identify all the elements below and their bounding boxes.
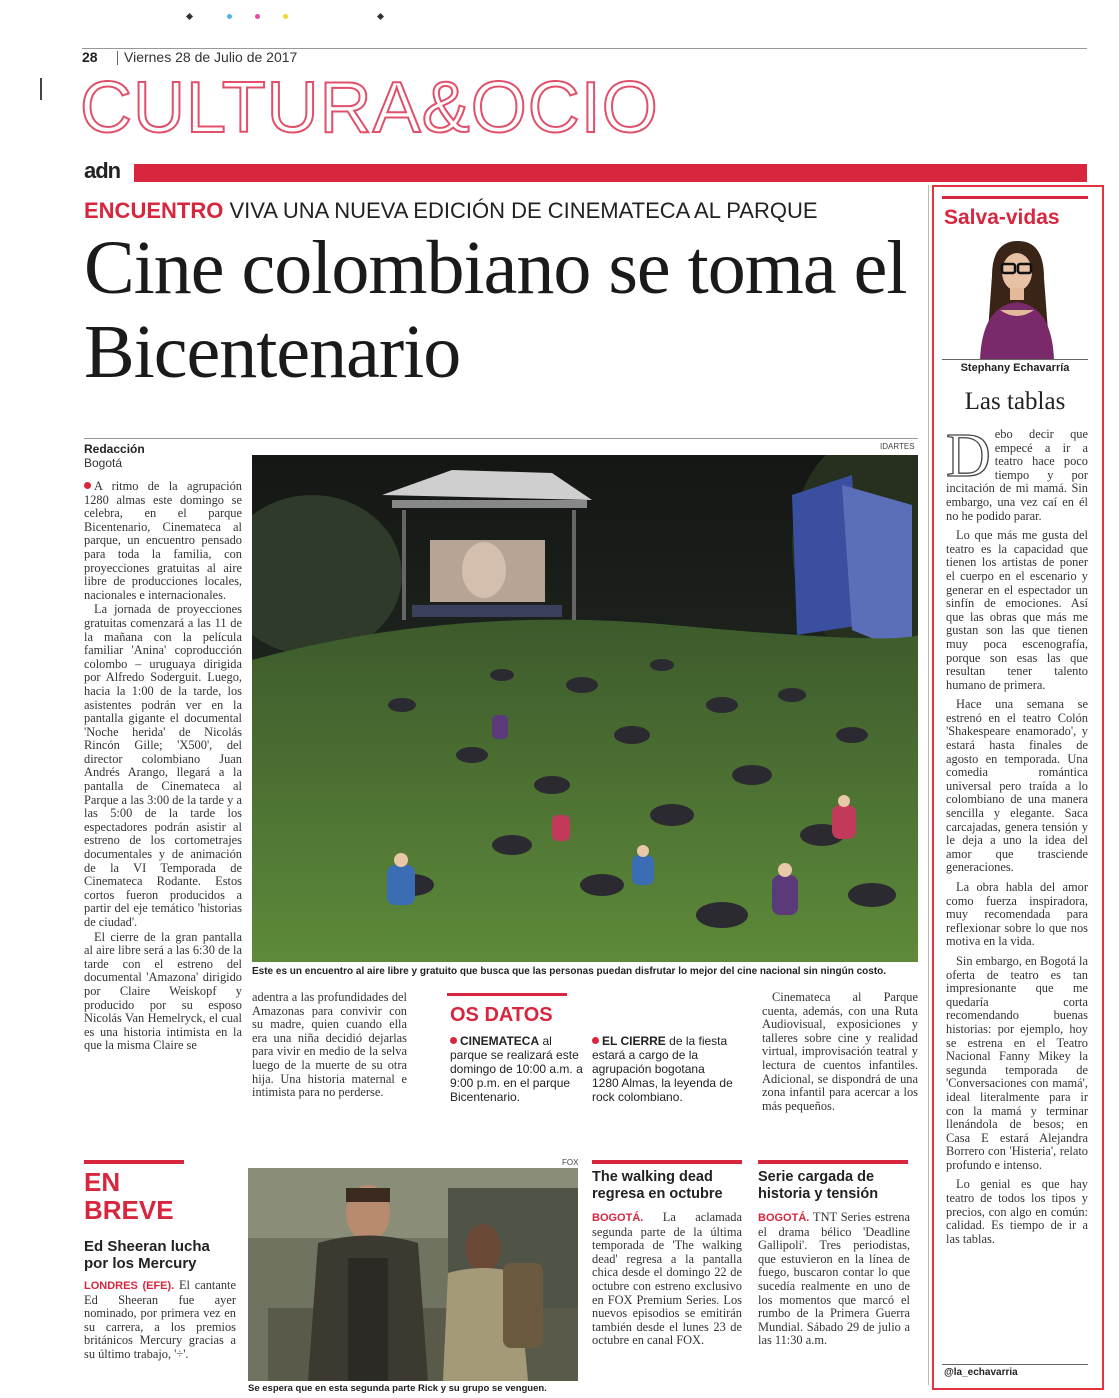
header-separator xyxy=(117,51,118,65)
datos-item-2-text: de la fiesta estará a cargo de la agrupación bogotana 1280 Almas, la leyenda de rock colombiano. xyxy=(592,1034,733,1104)
breve-body xyxy=(84,1279,236,1363)
bullet-dot xyxy=(450,1037,457,1044)
bullet-dot xyxy=(592,1037,599,1044)
photo-credit: IDARTES xyxy=(880,442,915,451)
reg-dot-magenta xyxy=(255,14,260,19)
article-paragraph-2: La jornada de proyecciones gratuitas comenzará a las 11 de la mañana con la película familiar 'Anina' coproducción colombo – uruguaya dirigida por Alfredo Soderguit. Luego, hacia la 1:00 de la tarde, los asistentes podrán ver en la pantalla gigante el documental 'Noche herida' de Nicolás Rincón Gille; 'X500', del director colombiano Juan Andrés Arango, llegará a la pantalla de Cinemateca al Parque a las 3:00 de la tarde y a las 5:00 de la tarde los espectadores podrán asistir al estreno de los cortometrajes documentales y de animación de la VI Temporada de Cinemateca Rodante. Estos cortos fueron producidos a partir del eje temático 'historias de ciudad'. xyxy=(84,602,242,929)
datos-item-2-lead: EL CIERRE xyxy=(602,1034,666,1048)
walking-dead-illustration xyxy=(248,1168,578,1381)
article-column-1 xyxy=(84,480,242,1054)
breve-title: Ed Sheeran lucha por los Mercury xyxy=(84,1238,210,1272)
breve-text: LONDRES (EFE). El cantante Ed Sheeran fue ayer nominado, por primera vez en su carrera, a los premios británicos Mercury gracias a su último trabajo, '÷'. xyxy=(84,1278,236,1361)
opinion-top-rule xyxy=(942,196,1088,199)
breve-rule xyxy=(84,1160,184,1164)
serie-body xyxy=(758,1211,910,1349)
article-column-2 xyxy=(252,991,407,1101)
main-photo-caption: Este es un encuentro al aire libre y gratuito que busca que las personas puedan disfrutar lo mejor del cine nacional sin ningún costo. xyxy=(252,966,887,977)
author-rule xyxy=(942,359,1088,360)
column-title: Las tablas xyxy=(964,388,1066,415)
park-cinema-illustration xyxy=(252,455,918,962)
column-body xyxy=(946,422,1088,1247)
crop-mark-left xyxy=(40,78,42,100)
breve-lead: LONDRES (EFE). xyxy=(84,1280,175,1292)
author-photo xyxy=(970,236,1060,360)
page-number: 28 xyxy=(82,49,98,65)
opinion-section-label: Salva-vidas xyxy=(944,206,1060,229)
handle-rule xyxy=(942,1364,1088,1365)
brand-bar xyxy=(134,164,1087,182)
walking-dead-photo xyxy=(248,1168,578,1381)
reg-dot-black xyxy=(186,13,193,20)
opinion-divider xyxy=(928,185,929,1385)
byline: Redacción xyxy=(84,442,145,456)
reg-dot-yellow xyxy=(283,14,288,19)
reg-dot-black-2 xyxy=(377,13,384,20)
walking-dead-title: The walking dead regresa en octubre xyxy=(592,1169,723,1202)
column-paragraph-5: Sin embargo, en Bogotá la oferta de teatro es tan impresionante que me quedaría corta recomendando buenas historias: por ejemplo, hoy se estrena en el Teatro Nacional Fanny Mikey la segunda temporada de 'Conversaciones con mamá', ideal literalmente para ir con la mamá y terminar llenándola de besos; en Casa E estará Alejandra Borrero con 'Histeria', relato profundo e intenso. xyxy=(946,953,1088,1172)
article-col2-text: adentra a las profundidades del Amazonas para convivir con su madre, quien cuando ella era una niña decidió dejarlas para vivir en medio de la selva luego de la muerte de su otra hija. Una historia maternal e intimista para no perderse. xyxy=(252,990,407,1100)
article-kicker: ENCUENTRO xyxy=(84,198,224,223)
registration-marks xyxy=(185,8,395,26)
column-paragraph-6: Lo genial es que hay teatro de todos los tipos y precios, con algo en común: calidad. Es tiempo de ir a las tablas. xyxy=(946,1177,1088,1246)
article-kicker-line xyxy=(84,198,924,224)
walking-dead-body xyxy=(592,1211,742,1349)
byline-location: Bogotá xyxy=(84,456,123,470)
serie-text: BOGOTÁ. TNT Series estrena el drama bélico 'Deadline Gallipoli'. Tres periodistas, que estuvieron en la línea de fuego, buscaron contar lo que sucedía realmente en uno de los momentos que marcó el rumbo de la Primera Guerra Mundial. Sábado 29 de julio a las 11:30 a.m. xyxy=(758,1210,910,1348)
article-headline: Cine colombiano se toma el Bicentenario xyxy=(84,226,907,394)
page-date: Viernes 28 de Julio de 2017 xyxy=(124,49,298,65)
section-title: CULTURA&OCIO xyxy=(80,68,659,148)
serie-lead: BOGOTÁ. xyxy=(758,1212,810,1224)
datos-item-1 xyxy=(450,1034,585,1104)
bullet-dot xyxy=(84,482,91,489)
article-col4-text: Cinemateca al Parque cuenta, además, con una Ruta Audiovisual, exposiciones y talleres sobre cine y realidad virtual, improvisación teatral y lectura de cuentos infantiles. Adicional, se dispondrá de una zona infantil para acercar a los más pequeños. xyxy=(762,990,918,1113)
article-subtitle: VIVA UNA NUEVA EDICIÓN DE CINEMATECA AL PARQUE xyxy=(229,198,818,223)
breve-label-en: EN xyxy=(84,1167,121,1197)
walking-dead-rule xyxy=(592,1160,742,1164)
datos-item-2 xyxy=(592,1034,734,1104)
walking-dead-lead: BOGOTÁ. xyxy=(592,1212,644,1224)
walking-dead-text: BOGOTÁ. La aclamada segunda parte de la última temporada de 'The walking dead' regresa a la pantalla chica desde el domingo 22 de octubre con estreno exclusivo en FOX Premium Series. Los nuevos episodios se emitirán también desde el lunes 23 de octubre en canal FOX. xyxy=(592,1210,742,1348)
datos-item-1-text: al parque se realizará este domingo de 10:00 a.m. a 9:00 p.m. en el parque Bicentenario. xyxy=(450,1034,583,1104)
column-paragraph-2: Lo que más me gusta del teatro es la capacidad que tienen los artistas de poner el cuerpo en el escenario y generar en el espectador un sinfín de emociones. Así que las obras que más me gustan son las que tienen muy poca escenografía, porque son esas las que resultan tener talento humano de primera. xyxy=(946,528,1088,692)
author-handle: @la_echavarria xyxy=(944,1367,1018,1378)
column-paragraph-1: Debo decir que empecé a ir a teatro hace poco tiempo y por incitación de mi mamá. Sin embargo, una vez caí en él no he podido parar. xyxy=(946,422,1088,523)
fox-photo-credit: FOX xyxy=(562,1158,579,1167)
datos-rule xyxy=(447,993,567,996)
column-paragraph-3: Hace una semana se estrenó en el teatro Colón 'Shakespeare enamorado', y estará hasta finales de agosto en temporada. Una comedia romántica universal pero traída a lo colombiano de una manera sencilla y elegante. Saca carcajadas, genera tensión y le deja a uno la idea del amor que trasciende generaciones. xyxy=(946,697,1088,875)
article-column-4 xyxy=(762,991,918,1114)
datos-item-1-lead: CINEMATECA xyxy=(460,1034,540,1048)
serie-rule xyxy=(758,1160,908,1164)
article-paragraph-1: A ritmo de la agrupación 1280 almas este domingo se celebra, en el parque Bicentenario, Cinemateca al parque, un encuentro pensado para toda la familia, con proyecciones gratuitas al aire libre de producciones locales, nacionales e internacionales. xyxy=(84,479,242,602)
reg-dot-cyan xyxy=(227,14,232,19)
breve-label-breve: BREVE xyxy=(84,1195,174,1225)
breve-label xyxy=(84,1168,174,1224)
serie-title: Serie cargada de historia y tensión xyxy=(758,1169,879,1202)
column-paragraph-4: La obra habla del amor como fuerza inspiradora, muy recomendada para reflexionar sobre lo que nos motiva en la vida. xyxy=(946,880,1088,949)
brand-logo: adn xyxy=(84,158,121,183)
walking-dead-caption: Se espera que en esta segunda parte Rick y su grupo se venguen. xyxy=(248,1383,547,1394)
author-name: Stephany Echavarría xyxy=(960,362,1070,374)
article-paragraph-3: El cierre de la gran pantalla al aire libre será a las 6:30 de la tarde con el estreno del documental 'Amazona' dirigido por Claire Weiskopf y producido por su esposo Nicolás Van Hemelryck, el cual es una historia intimista en la que la misma Claire se xyxy=(84,929,242,1053)
column-dropcap: D xyxy=(946,422,991,490)
main-photo xyxy=(252,455,918,962)
datos-title: OS DATOS xyxy=(450,1004,553,1026)
headline-rule xyxy=(84,438,918,439)
author-portrait-illustration xyxy=(970,236,1060,360)
